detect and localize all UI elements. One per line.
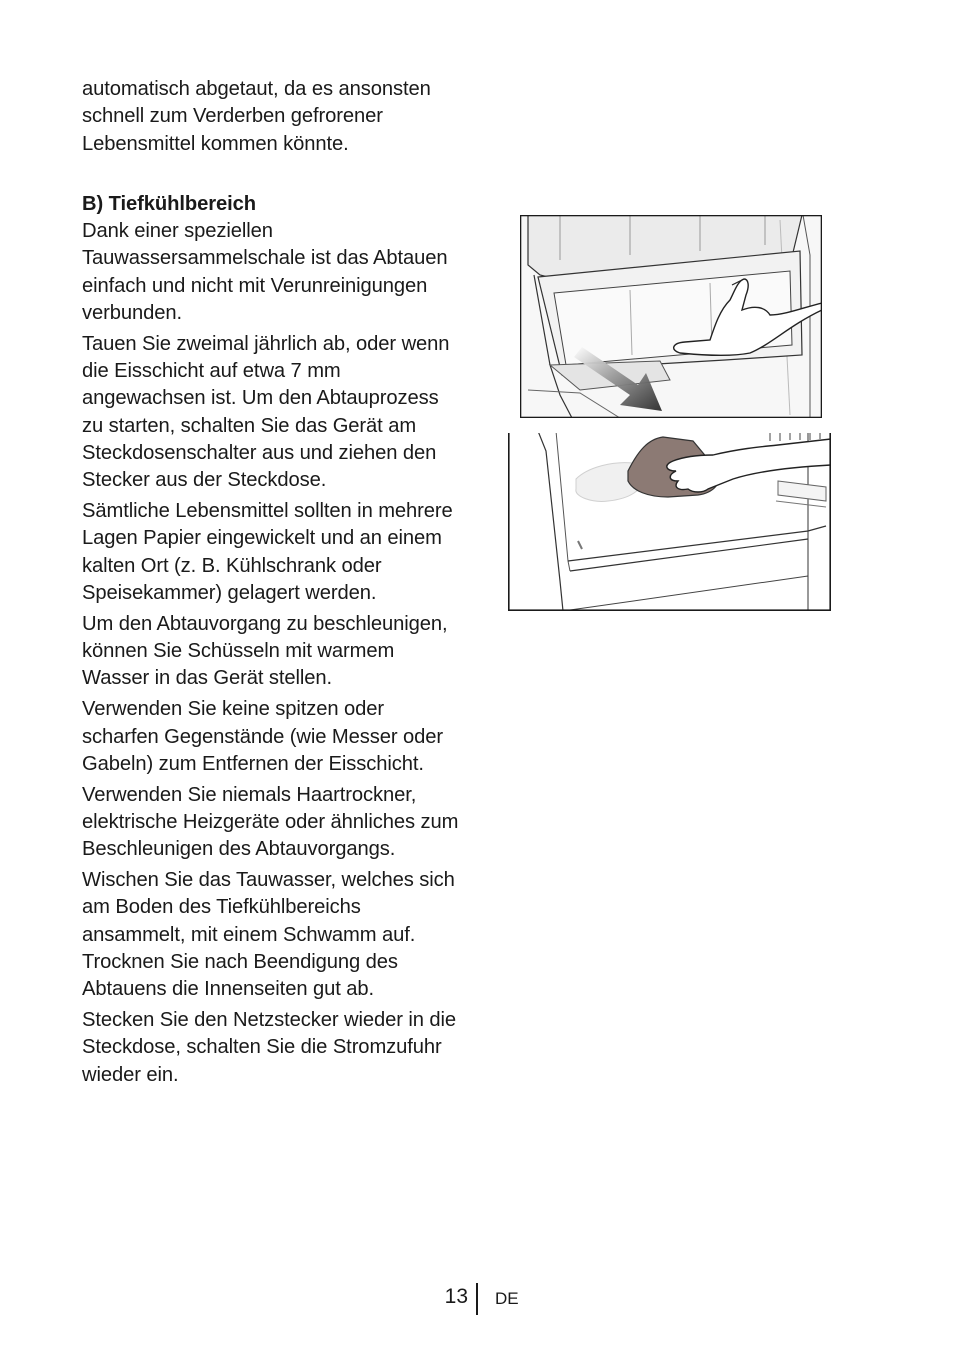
section-heading: B) Tiefkühlbereich [82,192,256,215]
language-code: DE [495,1289,519,1308]
paragraph-2: Tauen Sie zweimal jährlich ab, oder wenn die Eisschicht auf etwa 7 mm angewachsen ist. Um den Abtauprozess zu starten, schalten Sie das Gerät am Steckdosenschalter aus und ziehen den Stecker aus der Steckdose. [82,332,450,492]
illustration-remove-tray [520,215,822,418]
paragraph-5: Verwenden Sie keine spitzen oder scharfen Gegenstände (wie Messer oder Gabeln) zum Entfernen der Eisschicht. [82,698,443,775]
wipe-illustration-svg [508,431,831,611]
footer-divider [476,1283,478,1315]
intro-paragraph: automatisch abgetaut, da es ansonsten schnell zum Verderben gefrorener Lebensmittel kommen könnte. [82,78,431,155]
page-footer [0,1283,954,1315]
paragraph-7: Wischen Sie das Tauwasser, welches sich am Boden des Tiefkühlbereichs ansammelt, mit einem Schwamm auf. Trocknen Sie nach Beendigung des Abtauens die Innenseiten gut ab. [82,869,455,1001]
text-column [82,76,462,1092]
paragraph-3: Sämtliche Lebensmittel sollten in mehrere Lagen Papier eingewickelt und an einem kalten Ort (z. B. Kühlschrank oder Speisekammer) gelagert werden. [82,500,453,605]
paragraph-6: Verwenden Sie niemals Haartrockner, elektrische Heizgeräte oder ähnliches zum Beschleunigen des Abtauvorgangs. [82,783,459,861]
paragraph-1: Dank einer speziellen Tauwassersammelschale ist das Abtauen einfach und nicht mit Verunreinigungen verbunden. [82,220,448,325]
illustration-wipe-floor [508,431,831,611]
paragraph-4: Um den Abtauvorgang zu beschleunigen, können Sie Schüsseln mit warmem Wasser in das Gerät stellen. [82,612,448,690]
tray-illustration-svg [520,215,822,418]
paragraph-8: Stecken Sie den Netzstecker wieder in die Steckdose, schalten Sie die Stromzufuhr wieder ein. [82,1009,457,1086]
page-number: 13 [444,1285,468,1308]
